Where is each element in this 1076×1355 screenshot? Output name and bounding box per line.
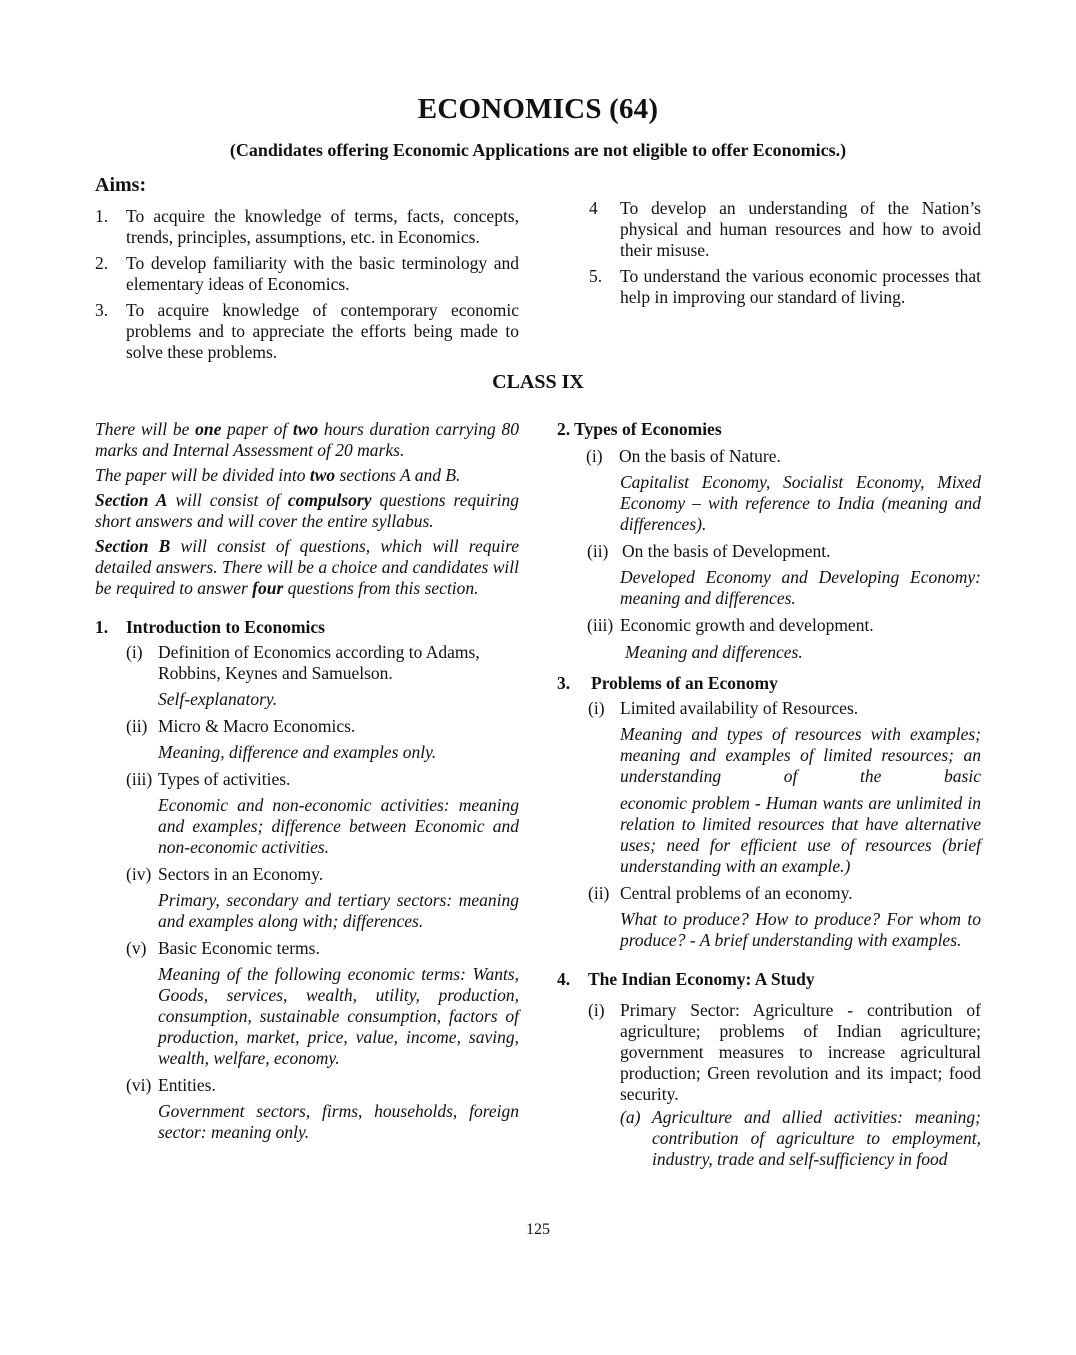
class-heading: CLASS IX [492, 371, 584, 393]
topic-text: Micro & Macro Economics. [158, 716, 356, 736]
topic-item [95, 769, 519, 790]
topic-numeral: (ii) [587, 541, 609, 561]
topic-item [557, 446, 981, 467]
page-title: ECONOMICS (64) [417, 93, 659, 125]
intro-paragraph [95, 419, 519, 461]
topic-item [557, 541, 981, 562]
aim-text: To develop an understanding of the Nation’s physical and human resources and how to avoid their misuse. [620, 198, 981, 260]
section-title: The Indian Economy: A Study [588, 969, 815, 989]
section-title: Problems of an Economy [591, 673, 778, 693]
topic-item [95, 864, 519, 885]
topic-numeral: (iii) [587, 615, 614, 635]
topic-detail: Meaning of the following economic terms: Wants, Goods, services, wealth, utility, production, consumption, sustainable consumption, factors of production, market, price, value, income, saving, wealth, welfare, economy. [158, 964, 519, 1068]
topic-item [95, 716, 519, 737]
topic-text: Central problems of an economy. [620, 883, 853, 903]
topic-detail: Meaning and types of resources with examples; meaning and examples of limited resources; an understanding of the basic [620, 724, 981, 786]
intro-emphasis: Section A [95, 490, 168, 510]
topic-numeral: (iii) [126, 769, 153, 789]
aim-number: 1. [95, 206, 109, 226]
topic-text: On the basis of Nature. [619, 446, 781, 466]
topic-item [95, 938, 519, 959]
topic-numeral: (ii) [588, 883, 610, 903]
page-subtitle: (Candidates offering Economic Applications are not eligible to offer Economics.) [229, 140, 847, 160]
intro-text: will consist of [167, 490, 288, 510]
intro-text: The paper will be divided into [95, 465, 310, 485]
section-title: Introduction to Economics [126, 617, 325, 637]
intro-text: hours duration carrying 80 marks and Internal Assessment of 20 marks. [95, 419, 519, 460]
topic-item [557, 1000, 981, 1105]
aim-number: 5. [589, 266, 603, 286]
topic-detail: Meaning and differences. [625, 642, 803, 662]
sub-topic-letter: (a) [620, 1107, 641, 1127]
intro-text: paper of [221, 419, 293, 439]
section-number: 1. [95, 617, 109, 637]
topic-detail: Self-explanatory. [158, 689, 278, 709]
topic-text: Types of activities. [158, 769, 291, 789]
aim-item [95, 253, 519, 295]
topic-text: Primary Sector: Agriculture - contribution of agriculture; problems of Indian agriculture; government measures to increase agricultural production; Green revolution and its impact; food security. [620, 1000, 981, 1104]
intro-text: sections A and B. [335, 465, 461, 485]
section-heading [557, 673, 981, 694]
aim-item [95, 300, 519, 363]
topic-numeral: (iv) [126, 864, 152, 884]
section-heading [95, 617, 519, 638]
topic-detail: What to produce? How to produce? For whom to produce? - A brief understanding with examples. [620, 909, 981, 950]
intro-text: questions from this section. [283, 578, 479, 598]
intro-paragraph [95, 490, 519, 532]
topic-numeral: (ii) [126, 716, 148, 736]
intro-emphasis: four [252, 578, 284, 598]
topic-text: Entities. [158, 1075, 216, 1095]
aim-number: 4 [589, 198, 598, 218]
intro-text: will consist of questions, which will require detailed answers. There will be a choice and candidates will be required to answer [95, 536, 520, 598]
left-column [95, 419, 519, 1149]
topic-text: Economic growth and development. [620, 615, 874, 635]
aim-item [95, 206, 519, 248]
intro-emphasis: two [292, 419, 319, 439]
aim-item [589, 198, 981, 261]
topic-detail: Capitalist Economy, Socialist Economy, Mixed Economy – with reference to India (meaning and differences). [620, 472, 981, 534]
topic-detail: Economic and non-economic activities: meaning and examples; difference between Economic and non-economic activities. [158, 795, 519, 857]
aim-number: 2. [95, 253, 109, 273]
topic-item [95, 1075, 519, 1096]
topic-numeral: (i) [588, 698, 605, 718]
topic-text: Definition of Economics according to Adams, Robbins, Keynes and Samuelson. [158, 642, 480, 683]
aim-item [589, 266, 981, 308]
intro-text: There will be [95, 419, 196, 439]
aims-heading: Aims: [95, 174, 147, 196]
sub-topic-item [557, 1107, 981, 1170]
topic-numeral: (vi) [126, 1075, 152, 1095]
right-column [557, 419, 981, 1170]
aims-left-column [95, 206, 519, 368]
aims-right-column [589, 198, 981, 313]
intro-emphasis: one [195, 419, 222, 439]
section-number: 4. [557, 969, 571, 989]
section-heading: 2. Types of Economies [557, 419, 722, 439]
topic-item [557, 698, 981, 719]
intro-paragraph [95, 465, 519, 486]
section-number: 3. [557, 673, 571, 693]
topic-item [95, 642, 519, 684]
aim-text: To acquire knowledge of contemporary economic problems and to appreciate the efforts being made to solve these problems. [126, 300, 519, 362]
topic-text: Basic Economic terms. [158, 938, 320, 958]
topic-item [557, 615, 981, 636]
page-number: 125 [526, 1221, 550, 1238]
section-heading [557, 969, 981, 990]
intro-emphasis: compulsory [287, 490, 372, 510]
intro-paragraph [95, 536, 519, 599]
topic-detail: Government sectors, firms, households, foreign sector: meaning only. [158, 1101, 519, 1142]
aim-text: To understand the various economic processes that help in improving our standard of living. [620, 266, 981, 307]
intro-emphasis: two [309, 465, 336, 485]
topic-text: On the basis of Development. [622, 541, 831, 561]
aim-text: To develop familiarity with the basic terminology and elementary ideas of Economics. [126, 253, 519, 294]
intro-emphasis: Section B [95, 536, 171, 556]
topic-detail: Meaning, difference and examples only. [158, 742, 437, 762]
topic-detail: Developed Economy and Developing Economy: meaning and differences. [620, 567, 981, 608]
topic-detail: Primary, secondary and tertiary sectors: meaning and examples along with; differences. [158, 890, 519, 931]
topic-numeral: (v) [126, 938, 147, 958]
aim-number: 3. [95, 300, 109, 320]
topic-text: Sectors in an Economy. [158, 864, 324, 884]
topic-detail-continued: economic problem - Human wants are unlimited in relation to limited resources that have alternative uses; need for efficient use of resources (brief understanding with an example.) [620, 793, 981, 876]
topic-numeral: (i) [586, 446, 603, 466]
aim-text: To acquire the knowledge of terms, facts, concepts, trends, principles, assumptions, etc. in Economics. [126, 206, 519, 247]
topic-numeral: (i) [126, 642, 143, 662]
topic-numeral: (i) [588, 1000, 605, 1020]
topic-item [557, 883, 981, 904]
intro-text: questions requiring short answers and will cover the entire syllabus. [95, 490, 520, 531]
topic-text: Limited availability of Resources. [620, 698, 859, 718]
sub-topic-text: Agriculture and allied activities: meaning; contribution of agriculture to employment, industry, trade and self-sufficiency in food [652, 1107, 981, 1169]
